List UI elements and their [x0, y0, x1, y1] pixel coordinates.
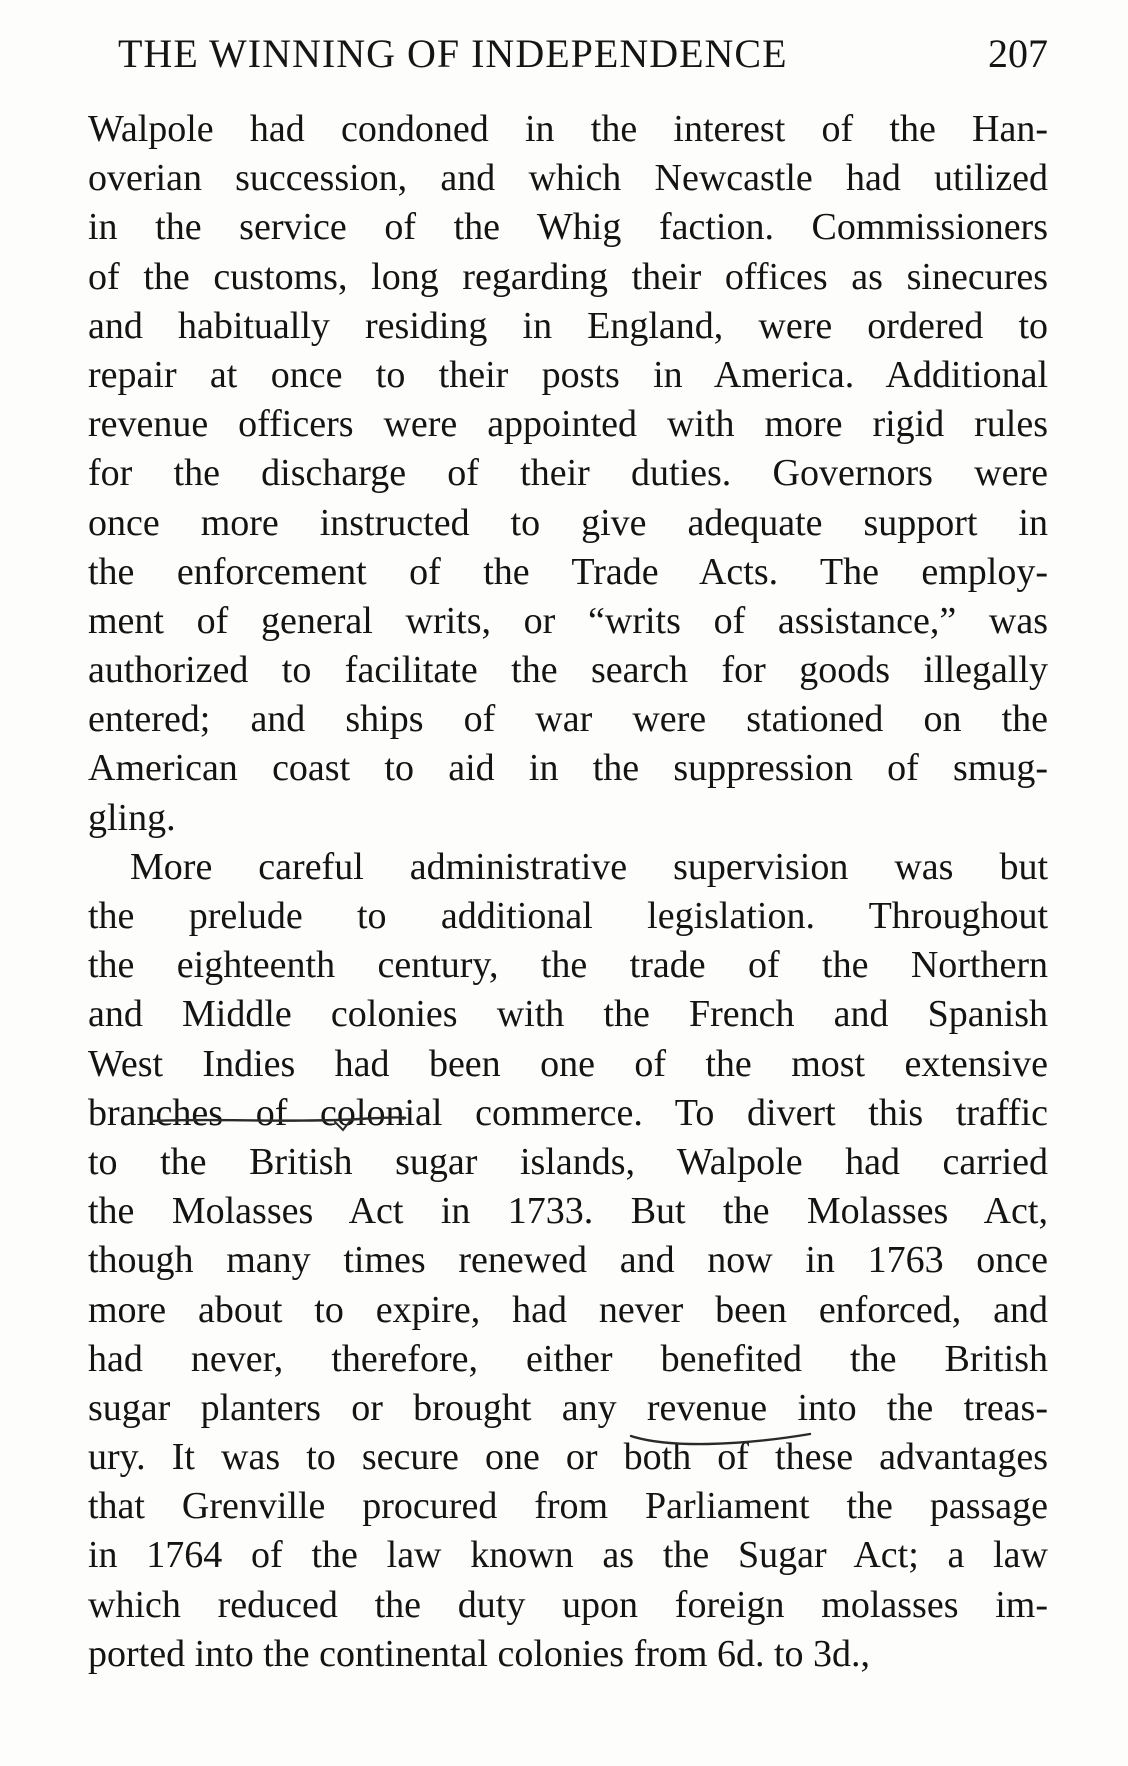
- text-line: ment of general writs, or “writs of assistance,” was: [88, 599, 1048, 642]
- text-line: had never, therefore, either benefited the British: [88, 1337, 1048, 1380]
- text-line: ury. It was to secure one or both of these advantages: [88, 1436, 1048, 1479]
- text-line: and habitually residing in England, were ordered to: [88, 304, 1048, 347]
- text-line: sugar planters or brought any revenue into the treas-: [88, 1386, 1048, 1429]
- text-line: the enforcement of the Trade Acts. The employ-: [88, 550, 1048, 593]
- text-line: in the service of the Whig faction. Commissioners: [88, 206, 1048, 249]
- page-header: [118, 30, 1048, 80]
- text-line: of the customs, long regarding their offices as sinecures: [88, 255, 1048, 298]
- paragraph-1: [88, 105, 1048, 843]
- text-line: the prelude to additional legislation. Throughout: [88, 895, 1048, 937]
- body-text: [88, 105, 1048, 1679]
- paragraph-2: [88, 843, 1048, 1679]
- line-segment: 1733. But the Molasses Act,: [470, 1190, 1048, 1233]
- text-line: entered; and ships of war were stationed on the: [88, 698, 1048, 741]
- text-line-underlined: [88, 1531, 1048, 1580]
- text-line: once more instructed to give adequate support in: [88, 501, 1048, 544]
- text-line: revenue officers were appointed with more rigid rules: [88, 403, 1048, 446]
- line-segment: ; a law: [908, 1534, 1048, 1577]
- text-line: West Indies had been one of the most extensive: [88, 1042, 1048, 1085]
- text-line: and Middle colonies with the French and Spanish: [88, 993, 1048, 1036]
- text-line: for the discharge of their duties. Governors were: [88, 452, 1048, 495]
- text-line: the eighteenth century, the trade of the Northern: [88, 944, 1048, 987]
- text-line: gling.: [88, 796, 176, 839]
- text-line: though many times renewed and now in 1763 once: [88, 1239, 1048, 1282]
- text-line: more about to expire, had never been enforced, and: [88, 1288, 1048, 1331]
- text-line: authorized to facilitate the search for goods illegally: [88, 649, 1048, 692]
- text-line: repair at once to their posts in America. Additional: [88, 353, 1048, 396]
- pencil-underlined-phrase: Sugar Act: [738, 1534, 909, 1577]
- text-line: branches of colonial commerce. To divert this traffic: [88, 1091, 1048, 1134]
- text-line: Walpole had condoned in the interest of the Han-: [88, 108, 1048, 150]
- text-line: More careful administrative supervision was but: [130, 845, 1048, 888]
- page-number: 207: [988, 31, 1048, 76]
- text-line: to the British sugar islands, Walpole had carried: [88, 1140, 1048, 1183]
- line-segment: in 1764 of the law known as the: [88, 1534, 739, 1577]
- text-line-underlined: [88, 1187, 1048, 1236]
- line-segment: the: [88, 1190, 172, 1233]
- pencil-underlined-phrase: Molasses Act in: [171, 1190, 471, 1233]
- text-line: overian succession, and which Newcastle had utilized: [88, 157, 1048, 200]
- text-line: American coast to aid in the suppression of smug-: [88, 747, 1048, 790]
- text-line: that Grenville procured from Parliament the passage: [88, 1485, 1048, 1528]
- text-line: which reduced the duty upon foreign molasses im-: [88, 1583, 1048, 1626]
- running-title: THE WINNING OF INDEPENDENCE: [118, 31, 788, 76]
- text-line: ported into the continental colonies from 6d. to 3d.,: [88, 1632, 871, 1675]
